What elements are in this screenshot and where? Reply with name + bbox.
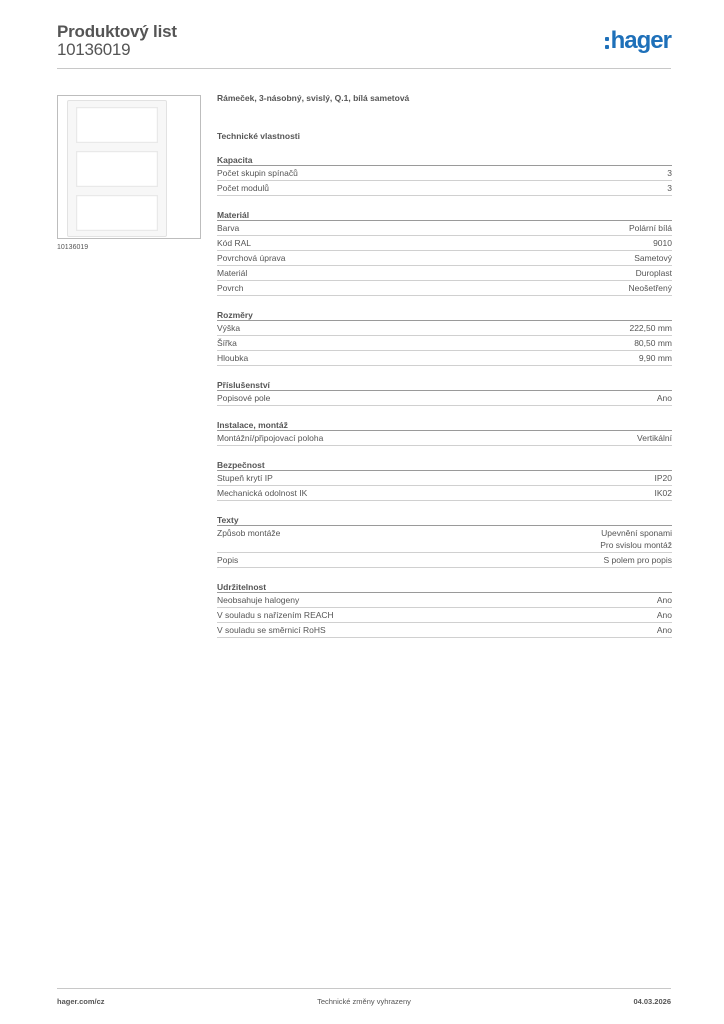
product-details	[217, 93, 672, 638]
spec-label: Neobsahuje halogeny	[217, 595, 300, 605]
spec-value	[637, 431, 672, 445]
spec-row	[217, 166, 672, 181]
spec-value	[655, 471, 673, 485]
spec-value-line: IK02	[654, 488, 672, 498]
product-image	[67, 100, 167, 237]
spec-label: V souladu se směrnicí RoHS	[217, 625, 326, 635]
spec-value	[655, 486, 673, 500]
spec-value-line: Pro svislou montáž	[600, 540, 672, 550]
spec-value	[629, 321, 672, 335]
spec-value-line: Sametový	[634, 253, 672, 263]
spec-label: Způsob montáže	[217, 528, 281, 538]
spec-row	[217, 236, 672, 251]
frame-opening	[76, 151, 158, 187]
spec-value-line: Polární bílá	[629, 223, 672, 233]
footer-disclaimer: Technické změny vyhrazeny	[317, 997, 411, 1006]
spec-groups	[217, 154, 672, 638]
spec-value	[634, 336, 672, 350]
spec-group	[217, 514, 672, 568]
spec-value	[657, 608, 672, 622]
spec-value-line: IP20	[654, 473, 672, 483]
spec-label: Šířka	[217, 338, 237, 348]
spec-group	[217, 154, 672, 196]
spec-group	[217, 309, 672, 366]
spec-label: Počet skupin spínačů	[217, 168, 298, 178]
header-divider	[57, 68, 671, 69]
spec-value-line: 9010	[653, 238, 672, 248]
product-number: 10136019	[57, 40, 131, 59]
spec-value-line: 9,90 mm	[638, 353, 672, 363]
spec-row	[217, 266, 672, 281]
spec-row	[217, 251, 672, 266]
spec-group	[217, 581, 672, 638]
frame-opening	[76, 195, 158, 231]
spec-label: Popisové pole	[217, 393, 271, 403]
spec-row	[217, 181, 672, 196]
spec-label: Kód RAL	[217, 238, 252, 248]
spec-row	[217, 336, 672, 351]
spec-value	[657, 593, 672, 607]
spec-value-line: 222,50 mm	[629, 323, 672, 333]
spec-value-line: Upevnění sponami	[601, 528, 672, 538]
spec-value-line: Vertikální	[637, 433, 672, 443]
spec-group-title: Texty	[217, 514, 672, 526]
spec-value	[653, 236, 672, 250]
spec-value	[667, 166, 672, 180]
spec-group-title: Instalace, montáž	[217, 419, 672, 431]
spec-label: Počet modulů	[217, 183, 269, 193]
spec-value	[657, 623, 672, 637]
spec-value	[603, 553, 672, 567]
spec-group	[217, 379, 672, 406]
spec-label: Popis	[217, 555, 239, 565]
spec-row	[217, 321, 672, 336]
spec-value	[629, 281, 672, 295]
spec-row	[217, 351, 672, 366]
spec-label: Výška	[217, 323, 241, 333]
spec-value	[600, 527, 672, 551]
spec-value	[657, 391, 672, 405]
spec-label: Barva	[217, 223, 240, 233]
section-heading: Technické vlastnosti	[217, 131, 300, 141]
spec-row	[217, 526, 672, 553]
spec-value-line: Ano	[656, 610, 672, 620]
spec-group-title: Kapacita	[217, 154, 672, 166]
spec-group	[217, 459, 672, 501]
product-name: Rámeček, 3-násobný, svislý, Q.1, bílá sametová	[217, 93, 410, 103]
spec-label: Povrch	[217, 283, 244, 293]
spec-row	[217, 608, 672, 623]
spec-row	[217, 471, 672, 486]
spec-label: Hloubka	[217, 353, 249, 363]
page-footer	[57, 997, 671, 1009]
footer-divider	[57, 988, 671, 989]
spec-group-title: Udržitelnost	[217, 581, 672, 593]
spec-value-line: Duroplast	[635, 268, 672, 278]
logo-dots-icon	[605, 37, 609, 49]
spec-row	[217, 281, 672, 296]
spec-label: Stupeň krytí IP	[217, 473, 273, 483]
spec-value-line: Neošetřený	[628, 283, 672, 293]
spec-group	[217, 209, 672, 296]
spec-row	[217, 431, 672, 446]
spec-row	[217, 221, 672, 236]
footer-date: 04.03.2026	[633, 997, 671, 1006]
spec-label: Povrchová úprava	[217, 253, 286, 263]
spec-value-line: 3	[667, 168, 672, 178]
spec-value	[634, 251, 672, 265]
spec-row	[217, 593, 672, 608]
footer-website[interactable]: hager.com/cz	[57, 997, 105, 1006]
spec-label: Mechanická odolnost IK	[217, 488, 308, 498]
spec-value	[629, 221, 672, 235]
spec-group-title: Bezpečnost	[217, 459, 672, 471]
spec-value-line: S polem pro popis	[603, 555, 672, 565]
spec-label: V souladu s nařízením REACH	[217, 610, 334, 620]
spec-group-title: Materiál	[217, 209, 672, 221]
spec-group-title: Rozměry	[217, 309, 672, 321]
spec-value-line: 3	[667, 183, 672, 193]
spec-value-line: Ano	[656, 625, 672, 635]
frame-opening	[76, 107, 158, 143]
spec-row	[217, 553, 672, 568]
logo-text: hager	[610, 27, 671, 54]
spec-value	[639, 351, 672, 365]
spec-row	[217, 486, 672, 501]
spec-label: Materiál	[217, 268, 248, 278]
spec-row	[217, 391, 672, 406]
spec-group-title: Příslušenství	[217, 379, 672, 391]
spec-label: Montážní/připojovací poloha	[217, 433, 324, 443]
spec-value-line: Ano	[656, 595, 672, 605]
spec-value	[636, 266, 672, 280]
spec-value-line: Ano	[656, 393, 672, 403]
image-caption: 10136019	[57, 244, 89, 251]
spec-group	[217, 419, 672, 446]
product-image-box	[57, 95, 201, 239]
spec-value-line: 80,50 mm	[634, 338, 672, 348]
spec-value	[667, 181, 672, 195]
document-title: Produktový list	[57, 22, 177, 41]
spec-row	[217, 623, 672, 638]
page-header	[57, 22, 671, 69]
hager-logo	[605, 28, 671, 54]
